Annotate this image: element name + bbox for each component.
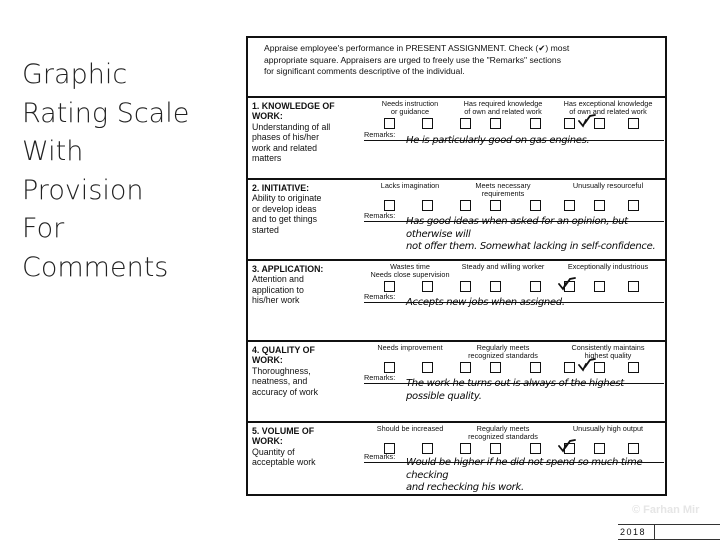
criterion-description-line: Understanding of all (252, 121, 331, 132)
criterion-description-line: work and related (252, 142, 318, 153)
criterion-title-line: 2. INITIATIVE: (252, 183, 310, 193)
section-divider (248, 340, 665, 342)
rating-checkbox[interactable] (460, 362, 471, 373)
criterion-title-line: 5. VOLUME OF (252, 426, 315, 436)
rating-checkbox[interactable] (594, 281, 605, 292)
rating-option-line: Needs close supervision (370, 270, 450, 280)
rating-checkbox[interactable] (422, 362, 433, 373)
rating-checkbox[interactable] (490, 362, 501, 373)
rating-option-line: or guidance (390, 107, 430, 117)
criterion-title-line: WORK: (252, 436, 283, 447)
rating-checkbox[interactable] (628, 443, 639, 454)
rating-section (248, 178, 665, 259)
rating-option-line: recognized standards (468, 351, 538, 361)
rating-checkbox[interactable] (422, 118, 433, 129)
rating-option-line: Has required knowledge (463, 99, 543, 108)
rating-checkbox[interactable] (530, 281, 541, 292)
criterion-description-line: Quantity of (252, 446, 295, 457)
remarks-handwriting (406, 297, 664, 310)
checkmark-icon (558, 277, 576, 291)
rating-option-label (454, 263, 552, 271)
instruction-line: Appraise employee's performance in PRESENT ASSIGNMENT. Check (✔) most (264, 43, 570, 53)
rating-option-label (552, 425, 664, 433)
slide-title-line: With (22, 136, 84, 167)
rating-option-line: Wastes time (390, 262, 430, 271)
appraisal-form (246, 36, 667, 496)
rating-option-label (552, 182, 664, 190)
checkmark-icon (558, 439, 576, 453)
rating-option-line: Unusually high output (572, 424, 644, 433)
criterion-description-line: acceptable work (252, 457, 316, 468)
criterion-description-line: application to (252, 284, 304, 295)
rating-checkbox[interactable] (594, 200, 605, 211)
rating-option-line: Steady and willing worker (461, 262, 545, 271)
footer-divider (654, 524, 655, 540)
rating-option-line: Exceptionally industrious (567, 262, 649, 271)
rating-checkbox[interactable] (490, 443, 501, 454)
checkmark-icon (578, 358, 596, 372)
section-divider (248, 178, 665, 180)
criterion-title-line: WORK: (252, 111, 283, 122)
rating-checkbox[interactable] (628, 200, 639, 211)
slide-title-line: For (22, 213, 65, 244)
instruction-line: appropriate square. Appraisers are urged to freely use the "Remarks" sections (264, 54, 562, 65)
rating-option-label (366, 100, 454, 117)
criterion-description-line: phases of his/her (252, 132, 319, 143)
criterion-description-line: his/her work (252, 295, 300, 306)
rating-checkbox[interactable] (384, 281, 395, 292)
criterion-description-line: or develop ideas (252, 203, 317, 214)
remarks-handwriting (406, 216, 664, 254)
rating-option-label (552, 100, 664, 117)
rating-checkbox[interactable] (564, 200, 575, 211)
rating-checkbox[interactable] (460, 118, 471, 129)
rating-checkbox[interactable] (530, 200, 541, 211)
criterion-title-line: WORK: (252, 355, 283, 366)
rating-checkbox[interactable] (490, 118, 501, 129)
rating-checkbox[interactable] (422, 200, 433, 211)
rating-section (248, 259, 665, 340)
section-divider (248, 421, 665, 423)
remarks-handwriting (406, 457, 664, 495)
criterion-title-line: 1. KNOWLEDGE OF (252, 101, 335, 111)
criterion-description-line: Attention and (252, 274, 304, 285)
remarks-label: Remarks: (364, 373, 396, 382)
section-divider (248, 259, 665, 261)
rating-section (248, 340, 665, 421)
remarks-line: Would be higher if he did not spend so much time checking (406, 457, 643, 481)
rating-checkbox[interactable] (530, 443, 541, 454)
rating-checkbox[interactable] (422, 281, 433, 292)
rating-option-label (454, 344, 552, 361)
rating-section (248, 421, 665, 496)
section-divider (248, 96, 665, 98)
rating-checkbox[interactable] (460, 443, 471, 454)
rating-checkbox[interactable] (530, 362, 541, 373)
rating-checkbox[interactable] (460, 281, 471, 292)
rating-option-line: Should be increased (376, 424, 444, 433)
rating-checkbox[interactable] (422, 443, 433, 454)
criterion-description-line: Thoroughness, (252, 365, 311, 376)
rating-option-line: Lacks imagination (380, 181, 440, 190)
copyright-watermark: © Farhan Mir (632, 504, 700, 516)
criterion-heading (252, 264, 356, 306)
rating-checkbox[interactable] (490, 281, 501, 292)
rating-checkbox[interactable] (628, 281, 639, 292)
rating-checkbox[interactable] (490, 200, 501, 211)
criterion-description-line: neatness, and (252, 376, 308, 387)
remarks-label: Remarks: (364, 452, 396, 461)
instruction-line: for significant comments descriptive of the individual. (264, 66, 465, 76)
criterion-title-line: 4. QUALITY OF (252, 345, 315, 355)
criterion-heading (252, 101, 356, 163)
rating-option-line: Meets necessary requirements (475, 181, 531, 199)
rating-checkbox[interactable] (530, 118, 541, 129)
remarks-label: Remarks: (364, 211, 396, 220)
rating-option-label (454, 100, 552, 117)
rating-option-line: Unusually resourceful (572, 181, 644, 190)
remarks-line: and rechecking his work. (406, 482, 524, 493)
rating-checkbox[interactable] (564, 118, 575, 129)
form-instructions (264, 43, 660, 78)
remarks-line: The work he turns out is always of the highest possible quality. (406, 378, 624, 402)
rating-option-label (552, 344, 664, 361)
remarks-handwriting (406, 135, 664, 148)
rating-option-line: Regularly meets (476, 424, 530, 433)
checkmark-icon (578, 114, 596, 128)
criterion-heading (252, 345, 356, 397)
rating-checkbox[interactable] (460, 200, 471, 211)
rating-option-line: recognized standards (468, 432, 538, 442)
rating-option-line: Consistently maintains (571, 343, 645, 352)
rating-option-line: of own and related work (464, 107, 542, 117)
remarks-label: Remarks: (364, 130, 396, 139)
criterion-heading (252, 183, 356, 235)
rating-option-label (454, 425, 552, 442)
slide-title-line: Provision (22, 174, 144, 206)
remarks-handwriting (406, 378, 664, 403)
criterion-description-line: matters (252, 153, 282, 164)
rating-option-label (366, 425, 454, 433)
criterion-heading (252, 426, 356, 468)
rating-option-line: highest quality (584, 351, 632, 361)
remarks-line: not offer them. Somewhat lacking in self-confidence. (406, 241, 656, 252)
slide-title-line: Comments (22, 251, 169, 283)
rating-option-line: Regularly meets (476, 343, 530, 352)
remarks-label: Remarks: (364, 292, 396, 301)
rating-section (248, 96, 665, 178)
remarks-line: Has good ideas when asked for an opinion, but otherwise will (406, 216, 628, 240)
criterion-title-line: 3. APPLICATION: (252, 264, 324, 274)
rating-checkbox[interactable] (384, 200, 395, 211)
rating-option-line: Has exceptional knowledge (563, 99, 653, 108)
rating-option-label (366, 263, 454, 280)
criterion-description-line: started (252, 224, 279, 235)
rating-checkbox[interactable] (594, 443, 605, 454)
rating-option-label (366, 182, 454, 190)
rating-option-label (366, 344, 454, 352)
remarks-line: He is particularly good on gas engines. (406, 135, 590, 146)
slide-title (22, 56, 232, 287)
criterion-description-line: and to get things (252, 214, 318, 225)
rating-option-label (552, 263, 664, 271)
rating-option-line: of own and related work (569, 107, 647, 117)
rating-checkbox[interactable] (628, 362, 639, 373)
rating-option-label (454, 182, 552, 199)
rating-option-line: Needs instruction (381, 99, 439, 108)
slide-title-line: Rating Scale (22, 97, 190, 129)
rating-option-line: Needs improvement (377, 343, 443, 352)
remarks-line: Accepts new jobs when assigned. (406, 297, 565, 308)
rating-checkbox[interactable] (384, 362, 395, 373)
slide-title-line: Graphic (22, 59, 128, 90)
criterion-description-line: Ability to originate (252, 193, 322, 204)
footer-year: 2018 (620, 527, 647, 537)
criterion-description-line: accuracy of work (252, 386, 318, 397)
rating-checkbox[interactable] (564, 362, 575, 373)
rating-checkbox[interactable] (384, 118, 395, 129)
footer-top-rule (618, 524, 720, 525)
rating-checkbox[interactable] (628, 118, 639, 129)
